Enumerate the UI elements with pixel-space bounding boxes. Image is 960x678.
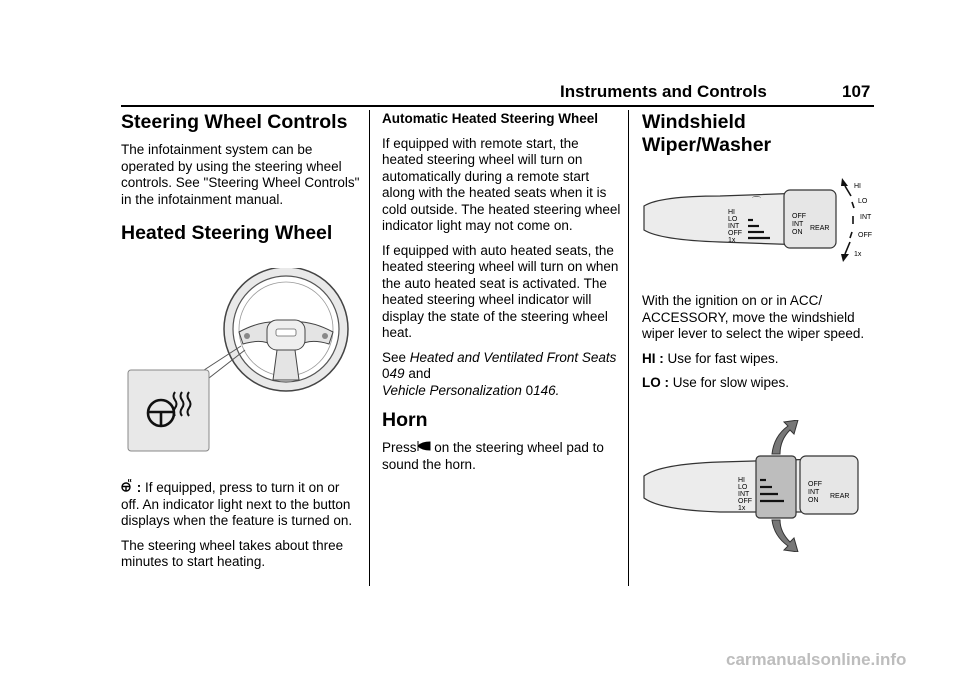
svg-text:INT: INT [860,214,872,221]
wiper-lever-icon [644,190,836,248]
svg-text:HI: HI [728,209,735,216]
section-title-horn: Horn [382,409,428,431]
horn-text: Press on the steering wheel pad to sound the horn. [382,440,604,472]
svg-text:LO: LO [728,216,738,223]
heating-time-text: The steering wheel takes about three minutes to start heating. [121,537,344,569]
svg-text:INT: INT [728,223,740,230]
auto-heated-seats-text: If equipped with auto heated seats, the heated steering wheel will turn on when the auto heated seat is activated. The heated steering wheel indicator will display the state of the steering wheel heat. [382,242,619,340]
svg-text:INT: INT [792,221,804,228]
wiper-position-arrows-icon [841,178,854,262]
svg-text:⌒: ⌒ [752,196,762,206]
svg-text:ON: ON [792,229,803,236]
steering-wheel-controls-text: The infotainment system can be operated by using the steering wheel controls. See "Steering Wheel Controls" in the infotainment manual. [121,142,360,207]
column-1 [121,110,361,245]
svg-text:ON: ON [808,497,819,504]
svg-text:LO: LO [738,484,748,491]
svg-text:OFF: OFF [728,230,742,237]
wiper-lever-icon [644,456,858,518]
heated-steering-wheel-figure [121,268,361,458]
svg-text:INT: INT [808,489,820,496]
wiper-lever-figure-speeds [640,168,874,268]
svg-text:HI: HI [738,477,745,484]
steering-wheel-icon [224,268,348,391]
svg-text:OFF: OFF [858,232,872,239]
horn-icon [417,440,431,457]
heated-wheel-inline-icon [121,479,133,497]
wiper-hi-text: HI : Use for fast wipes. [642,350,779,366]
column-divider-1 [369,110,370,586]
section-title-steering-wheel-controls: Steering Wheel Controls [121,111,348,133]
page-number: 107 [842,82,871,101]
svg-text:OFF: OFF [808,481,822,488]
column-1-lower [121,479,361,579]
svg-text:1x: 1x [854,251,862,258]
wiper-lever-figure-rotate [640,420,874,552]
column-3-text [642,293,874,400]
column-2 [382,110,622,481]
reference-link-vehicle-personalization[interactable]: Vehicle Personalization [382,382,522,398]
svg-text:OFF: OFF [738,498,752,505]
header-rule [121,105,874,107]
heated-wheel-button-description: : If equipped, press to turn it on or off. An indicator light next to the button displays when the feature is turned on. [121,480,353,528]
reference-link-heated-seats[interactable]: Heated and Ventilated Front Seats [409,349,617,365]
svg-text:OFF: OFF [792,213,806,220]
svg-text:1x: 1x [738,505,746,512]
column-3 [642,110,874,157]
wiper-lo-text: LO : Use for slow wipes. [642,375,790,390]
svg-text:1x: 1x [728,237,736,244]
svg-text:REAR: REAR [830,493,850,500]
watermark: carmanualsonline.info [726,650,907,669]
see-also-references: See Heated and Ventilated Front Seats 049 and Vehicle Personalization 0146. [382,349,617,398]
section-title-windshield-wiper-washer: Windshield Wiper/Washer [642,111,772,156]
svg-text:HI: HI [854,183,861,190]
svg-text:INT: INT [738,491,750,498]
svg-text:REAR: REAR [810,225,830,232]
wiper-intro-text: With the ignition on or in ACC/ ACCESSORY, move the windshield wiper lever to select the wiper speed. [642,293,865,341]
heated-wheel-button-inset [128,370,209,451]
section-title-heated-steering-wheel: Heated Steering Wheel [121,222,333,244]
svg-text:LO: LO [858,198,868,205]
running-header: Instruments and Controls [560,82,767,101]
column-divider-2 [628,110,629,586]
remote-start-text: If equipped with remote start, the heated steering wheel will turn on automatically during a remote start along with the heated seats when it is cold outside. The heated steering wheel indicator light may not come on. [382,135,621,233]
subheading-automatic-heated-wheel: Automatic Heated Steering Wheel [382,111,599,126]
